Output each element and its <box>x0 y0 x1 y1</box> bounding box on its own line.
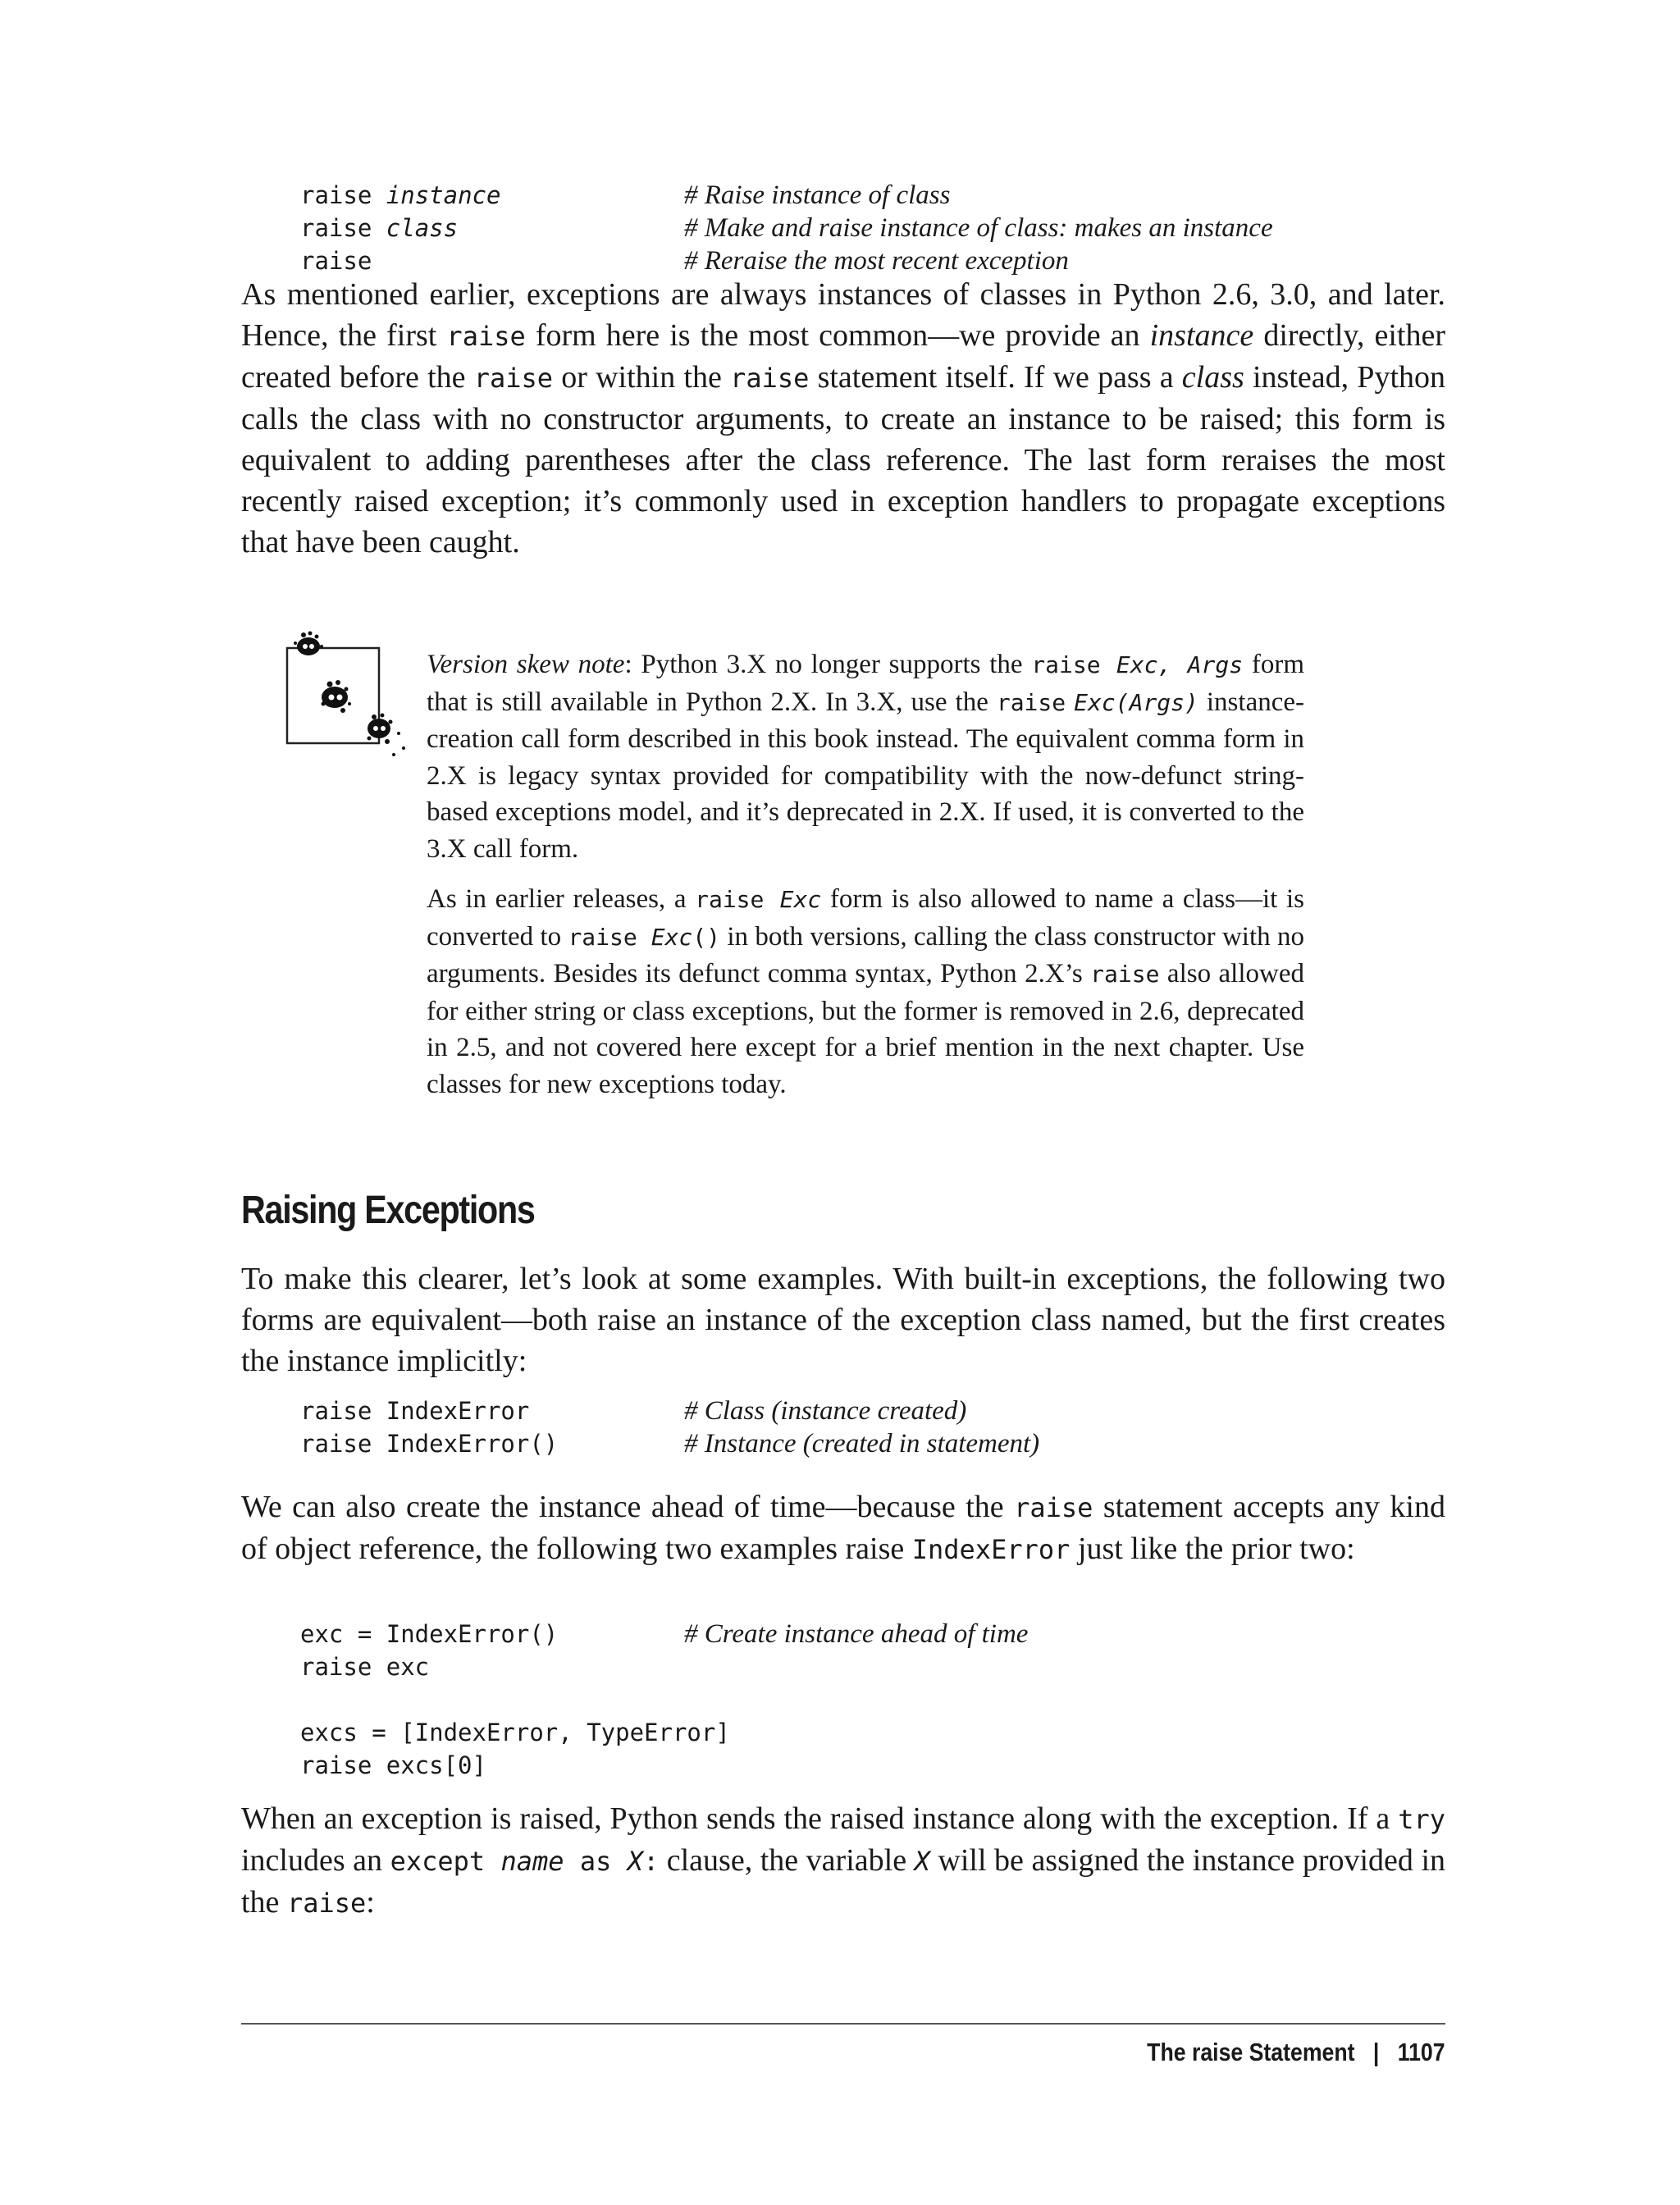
code-line: raise exc <box>300 1653 430 1681</box>
code-line <box>300 212 1273 244</box>
code-comment: # Make and raise instance of class: makes an instance <box>684 213 1273 243</box>
section-heading: Raising Exceptions <box>241 1189 535 1232</box>
indexerror-code-block <box>300 1395 1040 1460</box>
code-argument: class <box>386 214 459 242</box>
running-footer <box>1148 2038 1445 2067</box>
code-line: raise excs[0] <box>300 1751 486 1779</box>
body-paragraph-examples: To make this clearer, let’s look at some examples. With built-in exceptions, the following two forms are equivalent—both raise an instance of the exception class named, but the first creates the instance implicitly: <box>241 1262 1445 1378</box>
code-line: raise IndexError # Class (instance created) <box>300 1396 967 1426</box>
code-keyword: raise <box>300 247 372 275</box>
code-line <box>300 179 951 212</box>
code-keyword: raise <box>300 181 372 209</box>
raise-syntax-code-block <box>300 179 1273 277</box>
note-paragraph-raise-exc: As in earlier releases, a raise Exc form is also allowed to name a class—it is converted to raise Exc() in both versions, calling the class constructor with no arguments. Besides its defunct comma syntax, Python 2.X’s raise also allowed for either string or class exceptions, but the former is removed in 2.6, deprecated in 2.5, and not covered here except for a brief mention in the next chapter. Use classes for new exceptions today. <box>427 884 1304 1099</box>
footer-rule <box>241 2023 1445 2025</box>
code-line: raise IndexError() # Instance (created in statement) <box>300 1429 1040 1459</box>
code-line: exc = IndexError() # Create instance ahead of time <box>300 1619 1029 1649</box>
page-number: 1107 <box>1398 2038 1445 2066</box>
code-line <box>300 244 1069 277</box>
owl-icon <box>284 625 415 769</box>
body-paragraph-raise-forms: As mentioned earlier, exceptions are always instances of classes in Python 2.6, 3.0, and later. Hence, the first raise form here is the most common—we provide an instance directly, either created before the raise or within the raise statement itself. If we pass a class instead, Python calls the class with no constructor arguments, to create an instance to be raised; this form is equivalent to adding parentheses after the class reference. The last form reraises the most recently raised exception; it’s commonly used in exception handlers to propagate exceptions that have been caught. <box>241 277 1445 559</box>
footer-separator: | <box>1373 2038 1380 2066</box>
code-line: excs = [IndexError, TypeError] <box>300 1719 730 1746</box>
code-comment: # Reraise the most recent exception <box>684 246 1069 276</box>
version-skew-note: Version skew note: Python 3.X no longer supports the raise Exc, Args form that is still available in Python 2.X. In 3.X, use the raise Exc(Args) instance-creation call form described in this book instead. The equivalent comma form in 2.X is legacy syntax provided for compatibility with the now-defunct string-based exceptions model, and it’s deprecated in 2.X. If used, it is converted to the 3.X call form. <box>427 650 1305 864</box>
code-comment: # Raise instance of class <box>684 180 951 210</box>
exc-instance-code-block <box>300 1618 1029 1782</box>
code-argument: instance <box>386 181 501 209</box>
code-line <box>300 1683 386 1716</box>
code-keyword: raise <box>300 214 372 242</box>
footer-section-title: The raise Statement <box>1147 2038 1355 2066</box>
body-paragraph-except-as: When an exception is raised, Python sends the raised instance along with the exception. If a try includes an except name as X: clause, the variable X will be assigned the instance provided in the raise: <box>241 1801 1446 1920</box>
body-paragraph-instance-ahead: We can also create the instance ahead of time—because the raise statement accepts any kind of object reference, the following two examples raise IndexError just like the prior two: <box>241 1490 1445 1566</box>
